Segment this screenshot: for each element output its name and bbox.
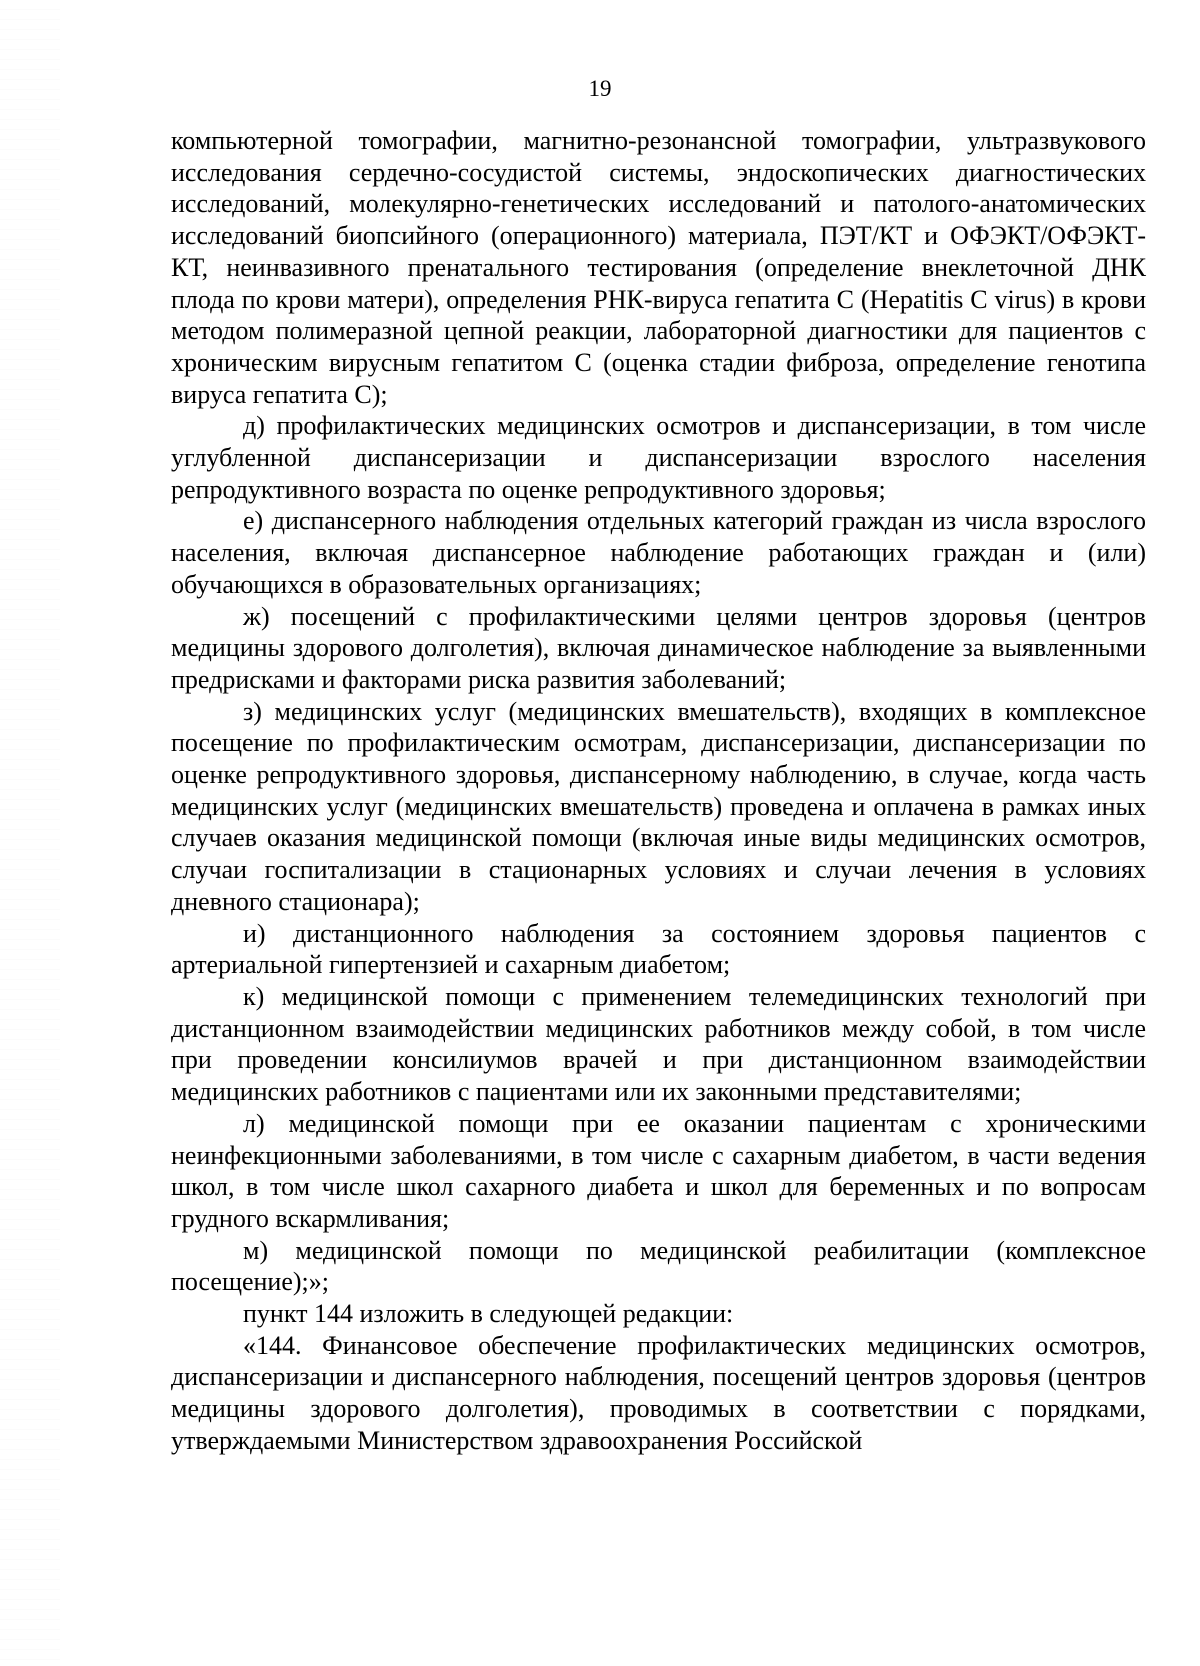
paragraph-instruction: пункт 144 изложить в следующей редакции:	[243, 1299, 734, 1329]
paragraph-item-zh: ж) посещений с профилактическими целями центров здоровья (центров медицины здорового долголетия), включая динамическое наблюдение за выявленными предрисками и факторами риска развития заболеваний;	[171, 601, 1146, 694]
paragraph-point-144: «144. Финансовое обеспечение профилактических медицинских осмотров, диспансеризации и диспансерного наблюдения, посещений центров здоровья (центров медицины здорового долголетия), проводимых в соответствии с порядками, утверждаемыми Министерством здравоохранения Российской	[171, 1330, 1146, 1455]
paragraph-item-l: л) медицинской помощи при ее оказании пациентам с хроническими неинфекционными заболеваниями, в том числе с сахарным диабетом, в части ведения школ, в том числе школ сахарного диабета и школ для беременных и по вопросам грудного вскармливания;	[171, 1108, 1146, 1233]
paragraph-item-k: к) медицинской помощи с применением телемедицинских технологий при дистанционном взаимодействии медицинских работников между собой, в том числе при проведении консилиумов врачей и при дистанционном взаимодействии медицинских работников с пациентами или их законными представителями;	[171, 981, 1146, 1107]
paragraph-continuation: компьютерной томографии, магнитно-резонансной томографии, ультразвукового исследования сердечно-сосудистой системы, эндоскопических диагностических исследований, молекулярно-генетических исследований и патолого-анатомических исследований биопсийного (операционного) материала, ПЭТ/КТ и ОФЭКТ/ОФЭКТ-КТ, неинвазивного пренатального тестирования (определение внеклеточной ДНК плода по крови матери), определения РНК-вируса гепатита С (Hepatitis C virus) в крови методом полимеразной цепной реакции, лабораторной диагностики для пациентов с хроническим вирусным гепатитом С (оценка стадии фиброза, определение генотипа вируса гепатита С);	[171, 126, 1146, 409]
paragraph-item-i: и) дистанционного наблюдения за состоянием здоровья пациентов с артериальной гипертензией и сахарным диабетом;	[171, 918, 1146, 980]
paragraph-item-m: м) медицинской помощи по медицинской реабилитации (комплексное посещение);»;	[171, 1235, 1146, 1297]
paragraph-item-e: е) диспансерного наблюдения отдельных категорий граждан из числа взрослого населения, включая диспансерное наблюдение работающих граждан и (или) обучающихся в образовательных организациях;	[171, 506, 1146, 599]
paragraph-item-d: д) профилактических медицинских осмотров и диспансеризации, в том числе углубленной диспансеризации и диспансеризации взрослого населения репродуктивного возраста по оценке репродуктивного здоровья;	[171, 411, 1146, 504]
scan-edge-noise	[0, 0, 60, 1666]
page-number: 19	[588, 76, 612, 101]
document-body	[171, 125, 1146, 1457]
paragraph-item-z: з) медицинских услуг (медицинских вмешательств), входящих в комплексное посещение по профилактическим осмотрам, диспансеризации, диспансеризации по оценке репродуктивного здоровья, диспансерному наблюдению, в случае, когда часть медицинских услуг (медицинских вмешательств) проведена и оплачена в рамках иных случаев оказания медицинской помощи (включая иные виды медицинских осмотров, случаи госпитализации в стационарных условиях и случаи лечения в условиях дневного стационара);	[171, 696, 1146, 916]
